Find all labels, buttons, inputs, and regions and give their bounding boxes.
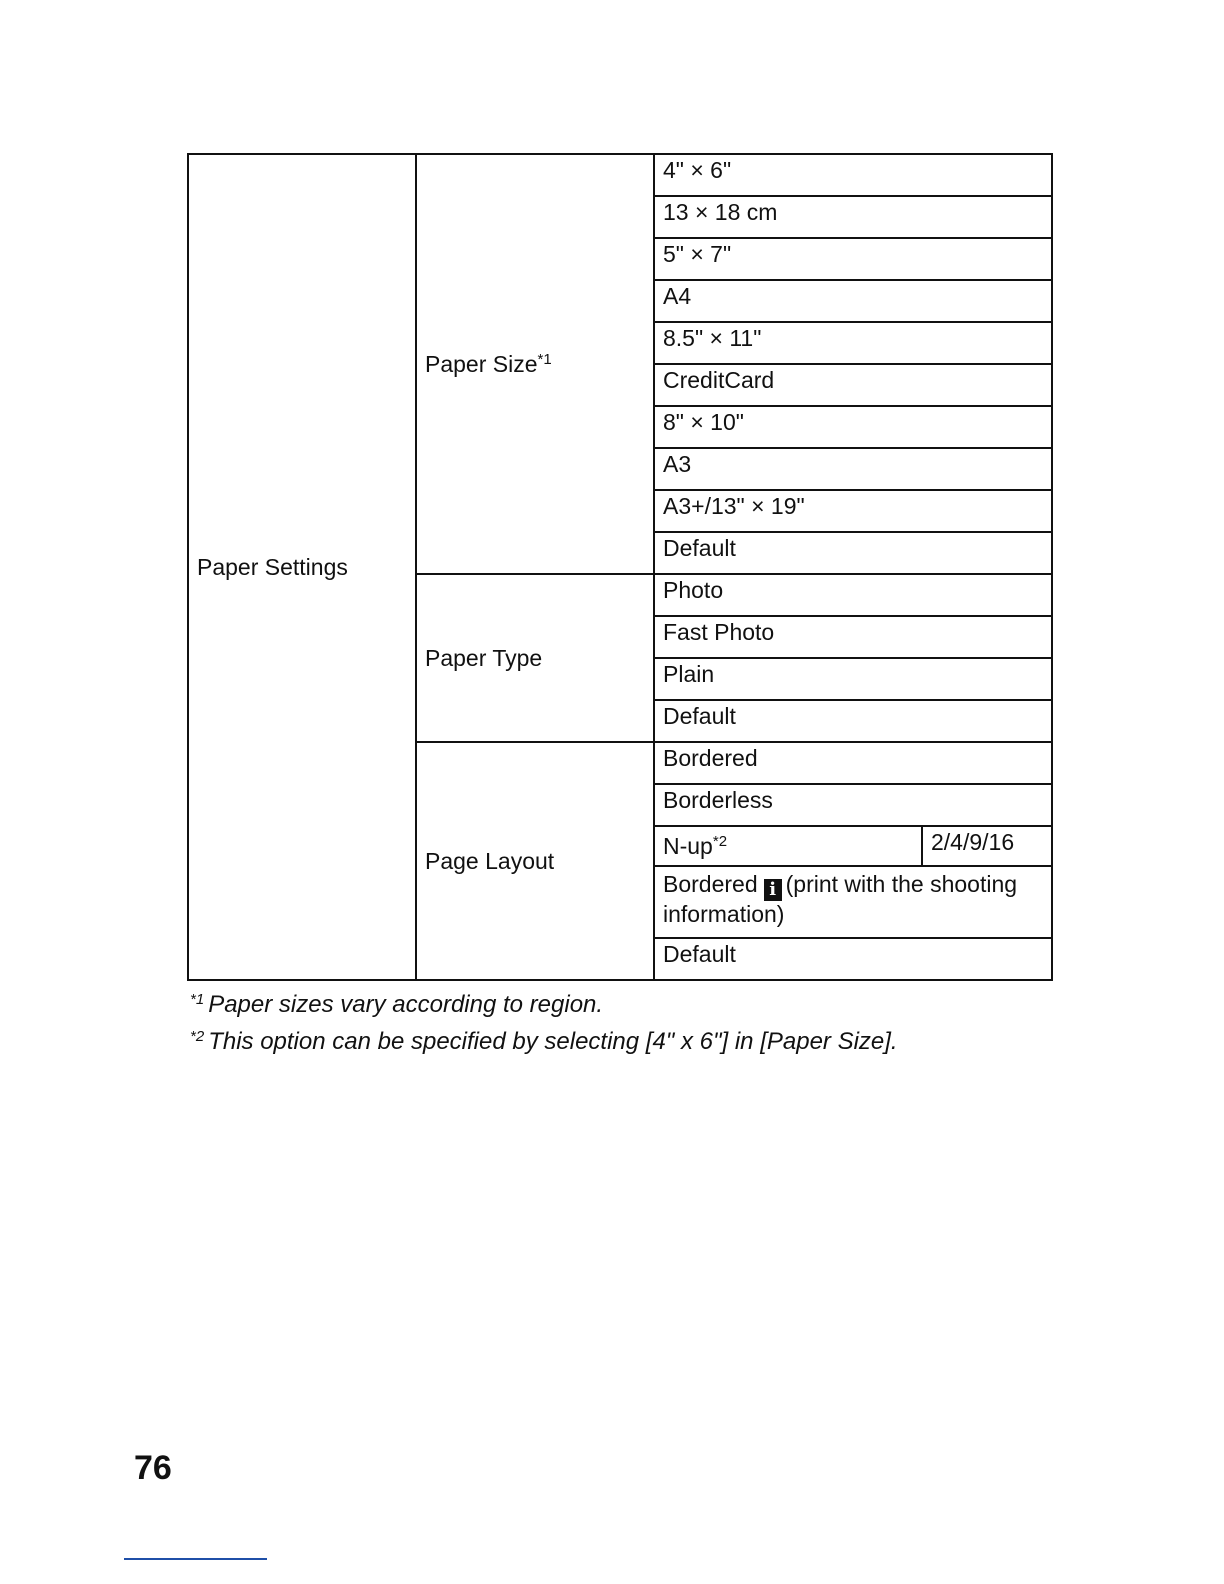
paper-size-option: 8.5" × 11" <box>654 322 1052 364</box>
footnote-1 <box>190 984 898 1021</box>
paper-type-option: Default <box>654 700 1052 742</box>
paper-size-option: 13 × 18 cm <box>654 196 1052 238</box>
bottom-rule <box>124 1558 267 1560</box>
page-layout-option-default: Default <box>654 938 1052 980</box>
sub-cell-page-layout <box>416 742 654 980</box>
footnotes <box>190 984 898 1058</box>
group-cell-paper-settings <box>188 154 416 980</box>
bordered-info-suffix: (print with the shooting information) <box>663 871 1018 927</box>
paper-size-option: 4" × 6" <box>654 154 1052 196</box>
page-layout-label: Page Layout <box>425 847 555 874</box>
page-layout-option-bordered-info <box>654 866 1052 938</box>
page-number: 76 <box>134 1449 172 1487</box>
page-layout-option-nup <box>654 826 1052 866</box>
paper-type-label: Paper Type <box>425 644 543 671</box>
paper-size-option: A4 <box>654 280 1052 322</box>
paper-type-option: Fast Photo <box>654 616 1052 658</box>
sub-cell-paper-type <box>416 574 654 742</box>
nup-row <box>663 827 1051 865</box>
nup-label: N-up <box>663 833 713 859</box>
footnote-1-mark: *1 <box>190 991 205 1008</box>
paper-size-option: A3 <box>654 448 1052 490</box>
page-layout-option-borderless: Borderless <box>654 784 1052 826</box>
footnote-2-mark: *2 <box>190 1028 205 1045</box>
footnote-1-text: Paper sizes vary according to region. <box>208 991 604 1018</box>
paper-size-option: Default <box>654 532 1052 574</box>
page-layout-option-bordered: Bordered <box>654 742 1052 784</box>
paper-size-option: CreditCard <box>654 364 1052 406</box>
paper-size-label: Paper Size <box>425 350 538 377</box>
paper-settings-table <box>187 153 1053 981</box>
footnote-2 <box>190 1021 898 1058</box>
sub-cell-paper-size <box>416 154 654 574</box>
nup-label-cell <box>663 827 923 865</box>
group-label: Paper Settings <box>197 553 348 580</box>
paper-type-option: Photo <box>654 574 1052 616</box>
paper-size-option: 8" × 10" <box>654 406 1052 448</box>
paper-size-note-mark: *1 <box>537 350 552 368</box>
paper-size-option: A3+/13" × 19" <box>654 490 1052 532</box>
nup-note-mark: *2 <box>712 833 728 850</box>
bordered-info-prefix: Bordered <box>663 871 758 897</box>
info-icon: i <box>764 879 782 901</box>
paper-size-option: 5" × 7" <box>654 238 1052 280</box>
footnote-2-text: This option can be specified by selecting [4" x 6"] in [Paper Size]. <box>208 1028 898 1055</box>
paper-type-option: Plain <box>654 658 1052 700</box>
nup-value: 2/4/9/16 <box>931 829 1015 855</box>
